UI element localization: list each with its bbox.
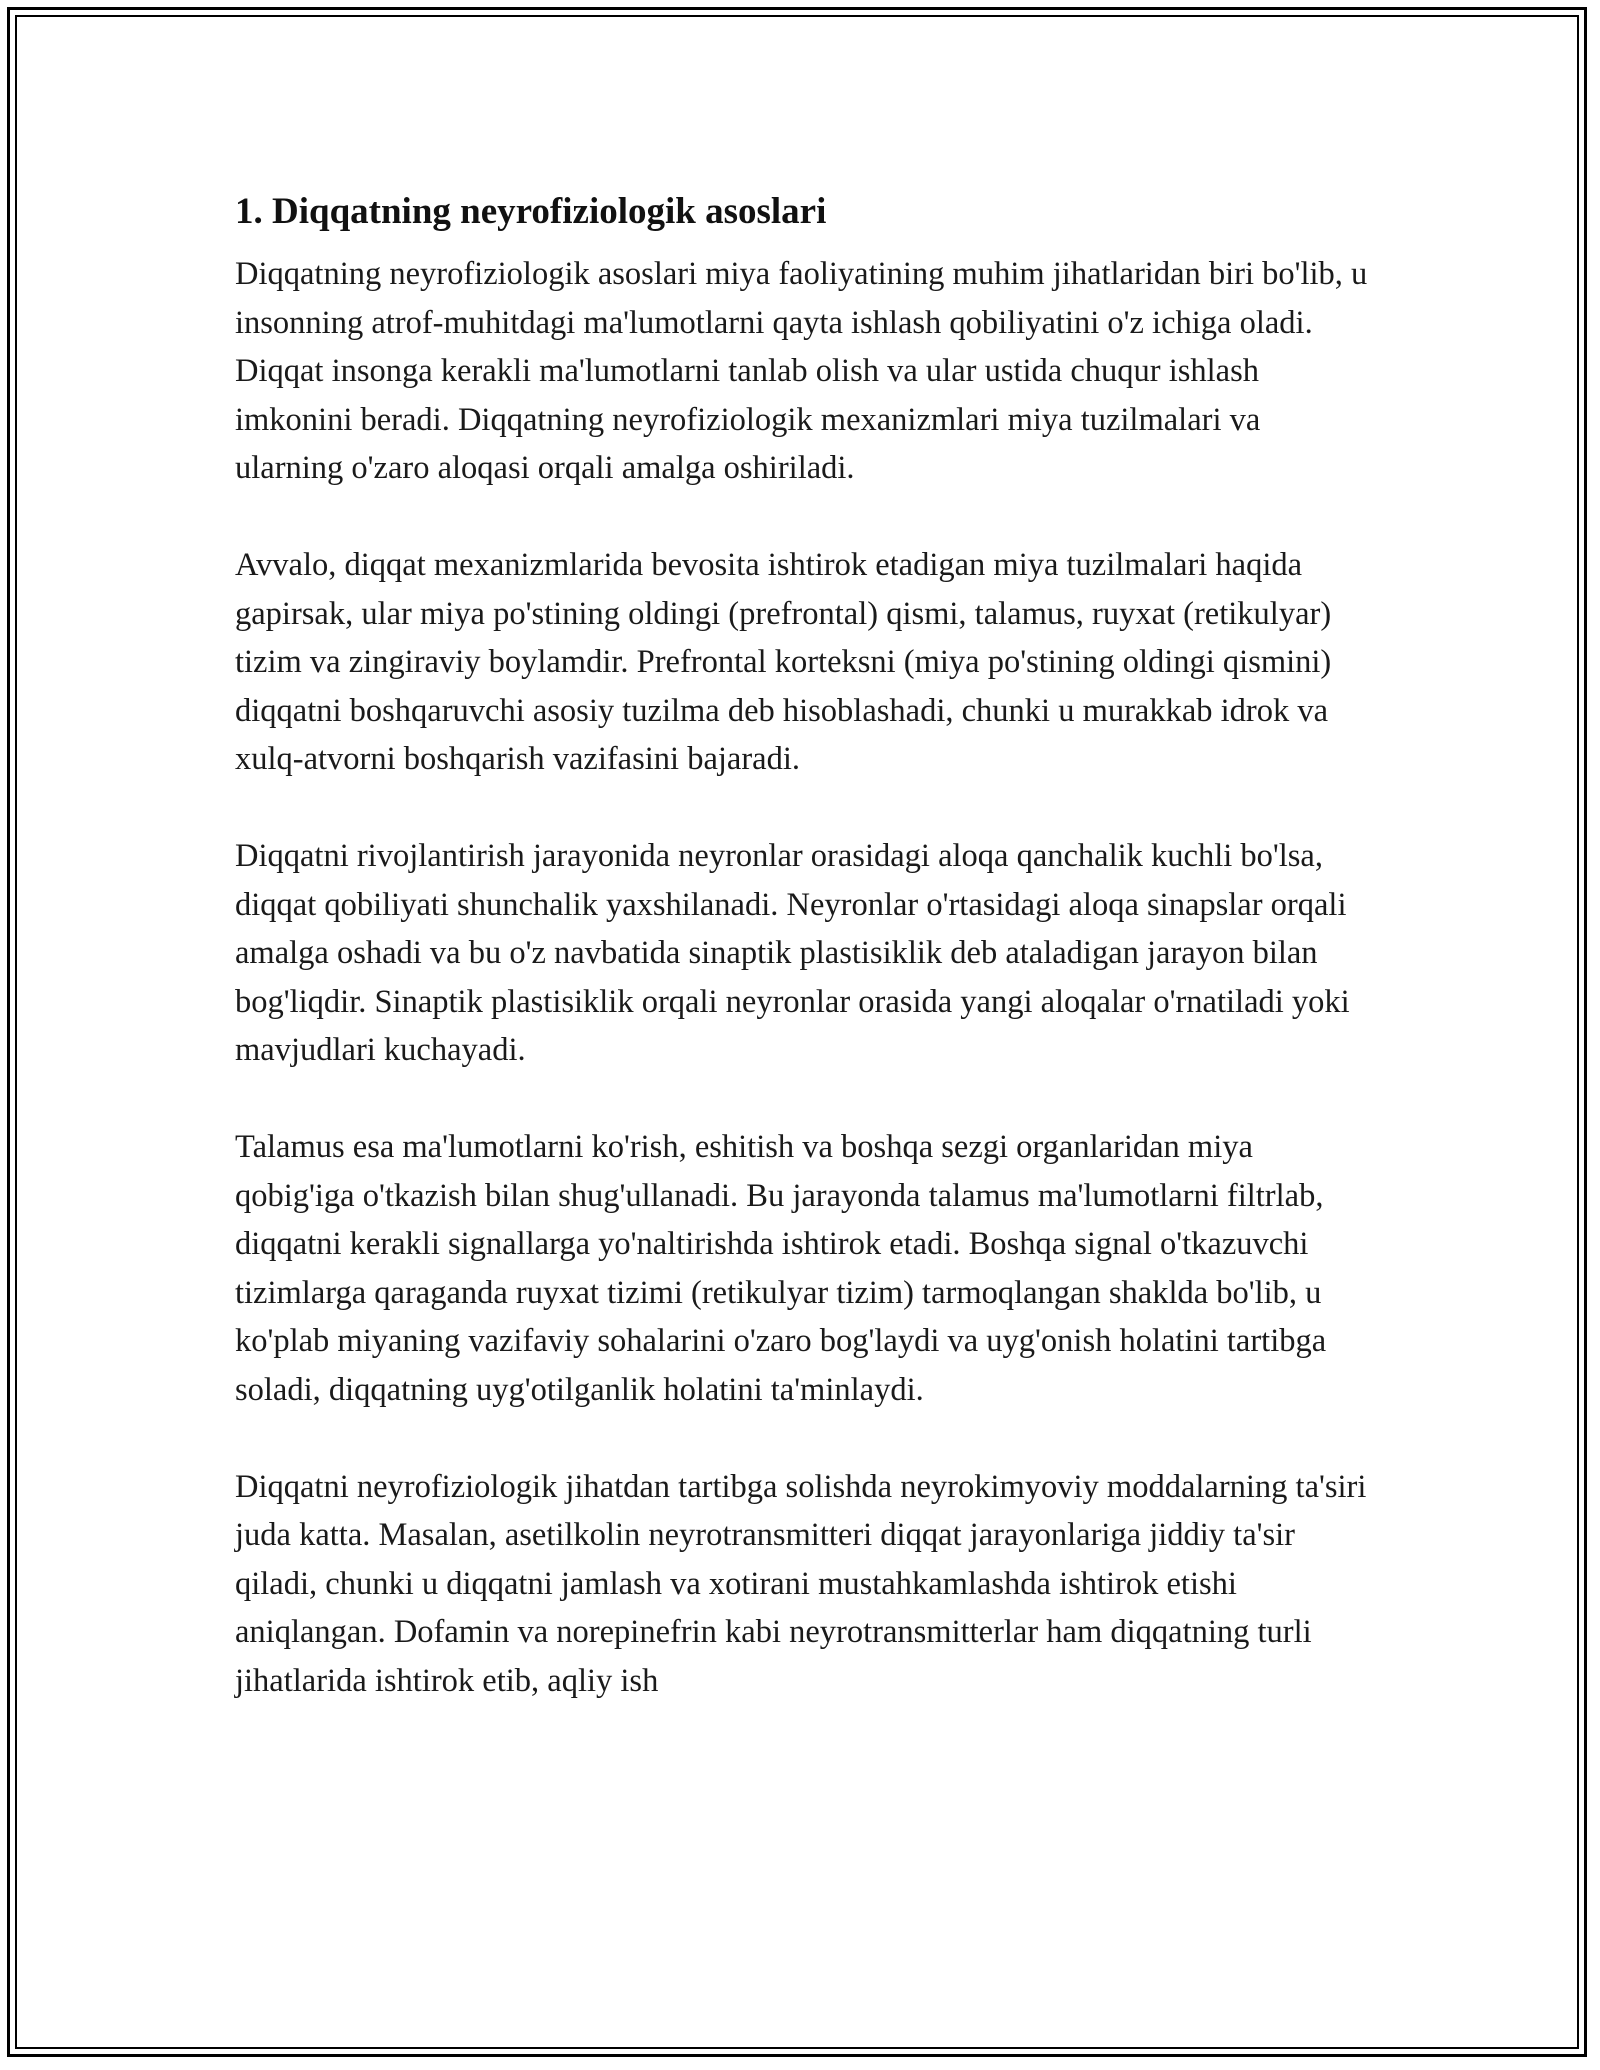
paragraph-2: Avvalo, diqqat mexanizmlarida bevosita ishtirok etadigan miya tuzilmalari haqida gapirsak, ular miya po'stining oldingi (prefrontal) qismi, talamus, ruyxat (retikulyar) tizim va zingiraviy boylamdir. Prefrontal korteksni (miya po'stining oldingi qismini) diqqatni boshqaruvchi asosiy tuzilma deb hisoblashadi, chunki u murakkab idrok va xulq-atvorni boshqarish vazifasini bajaradi. xyxy=(235,547,1332,777)
document-body xyxy=(235,186,1370,1705)
paragraph-5: Diqqatni neyrofiziologik jihatdan tartibga solishda neyrokimyoviy moddalarning ta'siri juda katta. Masalan, asetilkolin neyrotransmitteri diqqat jarayonlariga jiddiy ta'sir qiladi, chunki u diqqatni jamlash va xotirani mustahkamlashda ishtirok etishi aniqlangan. Dofamin va norepinefrin kabi neyrotransmitterlar ham diqqatning turli jihatlarida ishtirok etib, aqliy ish xyxy=(235,1468,1367,1699)
paragraph-4: Talamus esa ma'lumotlarni ko'rish, eshitish va boshqa sezgi organlaridan miya qobig'iga o'tkazish bilan shug'ullanadi. Bu jarayonda talamus ma'lumotlarni filtrlab, diqqatni kerakli signallarga yo'naltirishda ishtirok etadi. Boshqa signal o'tkazuvchi tizimlarga qaraganda ruyxat tizimi (retikulyar tizim) tarmoqlangan shaklda bo'lib, u ko'plab miyaning vazifaviy sohalarini o'zaro bog'laydi va uyg'onish holatini tartibga soladi, diqqatning uyg'otilganlik holatini ta'minlaydi. xyxy=(235,1129,1327,1408)
paragraph-3: Diqqatni rivojlantirish jarayonida neyronlar orasidagi aloqa qanchalik kuchli bo'lsa, diqqat qobiliyati shunchalik yaxshilanadi. Neyronlar o'rtasidagi aloqa sinapslar orqali amalga oshadi va bu o'z navbatida sinaptik plastisiklik deb ataladigan jarayon bilan bog'liqdir. Sinaptik plastisiklik orqali neyronlar orasida yangi aloqalar o'rnatiladi yoki mavjudlari kuchayadi. xyxy=(235,838,1350,1068)
section-heading: 1. Diqqatning neyrofiziologik asoslari xyxy=(235,191,827,232)
paragraph-1: Diqqatning neyrofiziologik asoslari miya faoliyatining muhim jihatlaridan biri bo'lib, u insonning atrof-muhitdagi ma'lumotlarni qayta ishlash qobiliyatini o'z ichiga oladi. Diqqat insonga kerakli ma'lumotlarni tanlab olish va ular ustida chuqur ishlash imkonini beradi. Diqqatning neyrofiziologik mexanizmlari miya tuzilmalari va ularning o'zaro aloqasi orqali amalga oshiriladi. xyxy=(235,256,1368,486)
